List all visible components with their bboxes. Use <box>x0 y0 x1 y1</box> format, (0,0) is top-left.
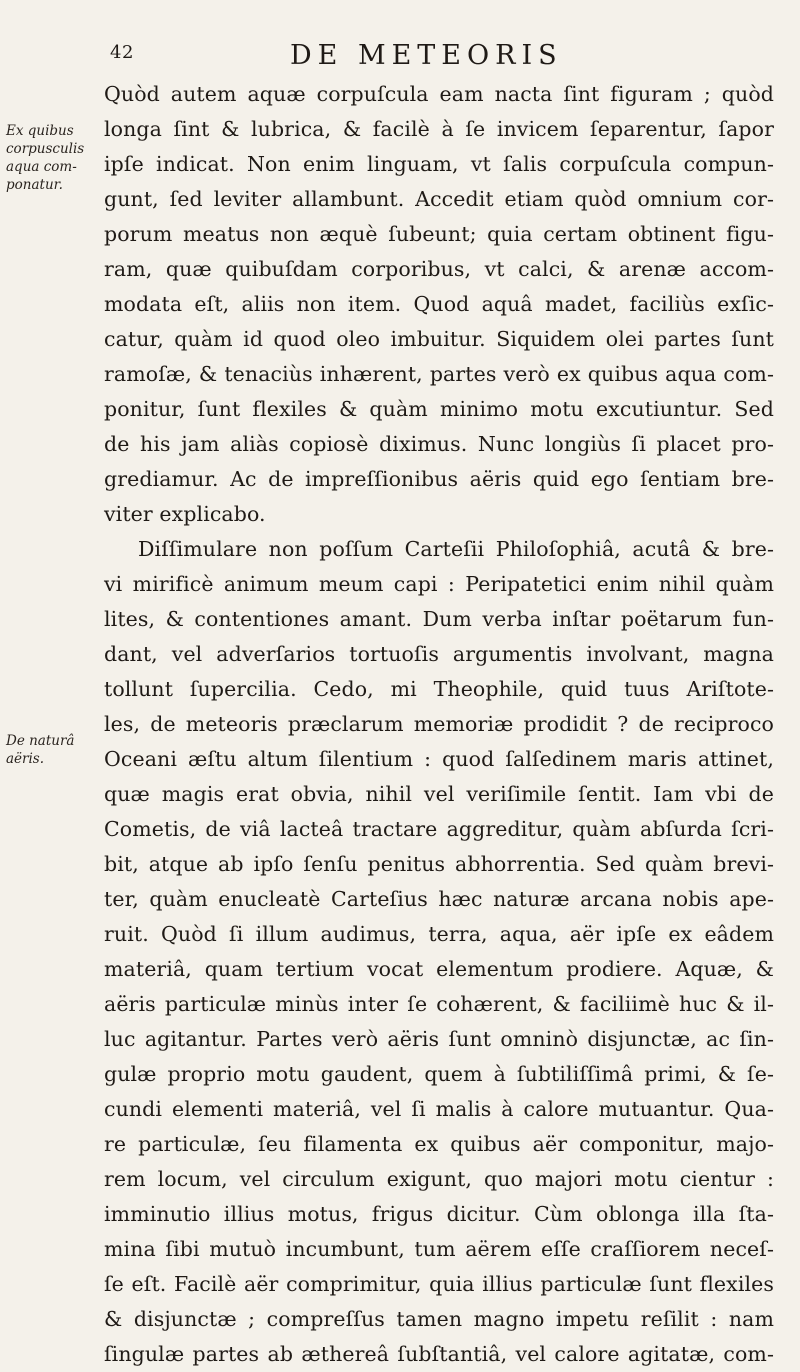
text-line: vi mirificè animum meum capi : Peripatetici enim nihil quàm <box>104 572 774 596</box>
text-line: & disjunctæ ; compreſſus tamen magno impetu reſilit : nam <box>104 1307 774 1331</box>
text-line: Diſſimulare non poſſum Carteſii Philoſophiâ, acutâ & bre- <box>138 537 774 561</box>
text-line: re particulæ, ſeu filamenta ex quibus aër componitur, majo- <box>104 1132 774 1156</box>
text-line: porum meatus non æquè ſubeunt; quia certam obtinent figu- <box>104 222 774 246</box>
text-line: dant, vel adverſarios tortuoſis argumentis involvant, magna <box>104 642 774 666</box>
text-line: catur, quàm id quod oleo imbuitur. Siquidem olei partes ſunt <box>104 327 774 351</box>
running-title: DE METEORIS <box>290 40 563 71</box>
margin-note-line: ponatur. <box>6 177 63 193</box>
margin-note-line: Ex quibus <box>6 123 74 139</box>
text-line: ſe eſt. Facilè aër comprimitur, quia illius particulæ ſunt flexiles <box>104 1272 774 1296</box>
text-line: ipſe indicat. Non enim linguam, vt ſalis corpuſcula compun- <box>104 152 774 176</box>
text-line: longa ſint & lubrica, & facilè à ſe invicem ſeparentur, ſapor <box>104 117 774 141</box>
text-line: lites, & contentiones amant. Dum verba inſtar poëtarum fun- <box>104 607 774 631</box>
text-line: Cometis, de viâ lacteâ tractare aggreditur, quàm abſurda ſcri- <box>104 817 774 841</box>
margin-note-aeris <box>6 732 102 768</box>
text-line: rem locum, vel circulum exigunt, quo majori motu cientur : <box>104 1167 774 1191</box>
text-line: gunt, ſed leviter allambunt. Accedit etiam quòd omnium cor- <box>104 187 774 211</box>
text-line: Oceani æſtu altum ſilentium : quod ſalſedinem maris attinet, <box>104 747 774 771</box>
text-line: ponitur, ſunt flexiles & quàm minimo motu excutiuntur. Sed <box>104 397 774 421</box>
margin-note-corpuscula <box>6 122 102 194</box>
text-line: de his jam aliàs copiosè diximus. Nunc longiùs ſi placet pro- <box>104 432 774 456</box>
margin-note-line: corpusculis <box>6 141 85 157</box>
text-line: viter explicabo. <box>104 502 266 526</box>
body-text <box>104 77 774 1372</box>
text-line: grediamur. Ac de impreſſionibus aëris quid ego ſentiam bre- <box>104 467 774 491</box>
page-number: 42 <box>110 42 134 63</box>
text-line: les, de meteoris præclarum memoriæ prodidit ? de reciproco <box>104 712 774 736</box>
margin-note-line: aqua com- <box>6 159 77 175</box>
margin-note-line: aëris. <box>6 751 45 767</box>
text-line: aëris particulæ minùs inter ſe cohærent, & faciliimè huc & il- <box>104 992 774 1016</box>
margin-note-line: De naturâ <box>6 733 75 749</box>
text-line: mina ſibi mutuò incumbunt, tum aërem eſſe craſſiorem neceſ- <box>104 1237 774 1261</box>
text-line: ſingulæ partes ab æthereâ ſubſtantiâ, vel calore agitatæ, com- <box>104 1342 774 1366</box>
text-line: ram, quæ quibuſdam corporibus, vt calci, & arenæ accom- <box>104 257 774 281</box>
text-line: imminutio illius motus, frigus dicitur. Cùm oblonga illa ſta- <box>104 1202 774 1226</box>
text-line: modata eſt, aliis non item. Quod aquâ madet, faciliùs exſic- <box>104 292 774 316</box>
text-line: ter, quàm enucleatè Carteſius hæc naturæ arcana nobis ape- <box>104 887 774 911</box>
text-line: ramoſæ, & tenaciùs inhærent, partes verò ex quibus aqua com- <box>104 362 774 386</box>
text-line: tollunt ſupercilia. Cedo, mi Theophile, quid tuus Ariſtote- <box>104 677 774 701</box>
text-line: gulæ proprio motu gaudent, quem à ſubtiliſſimâ primi, & ſe- <box>104 1062 774 1086</box>
text-line: bit, atque ab ipſo ſenſu penitus abhorrentia. Sed quàm brevi- <box>104 852 774 876</box>
text-line: ruit. Quòd ſi illum audimus, terra, aqua, aër ipſe ex eâdem <box>104 922 774 946</box>
text-line: luc agitantur. Partes verò aëris ſunt omninò disjunctæ, ac ſin- <box>104 1027 774 1051</box>
text-line: quæ magis erat obvia, nihil vel veriſimile ſentit. Iam vbi de <box>104 782 774 806</box>
text-line: cundi elementi materiâ, vel ſi malis à calore mutuantur. Qua- <box>104 1097 774 1121</box>
text-line: Quòd autem aquæ corpuſcula eam nacta ſint figuram ; quòd <box>104 82 774 106</box>
text-line: materiâ, quam tertium vocat elementum prodiere. Aquæ, & <box>104 957 774 981</box>
